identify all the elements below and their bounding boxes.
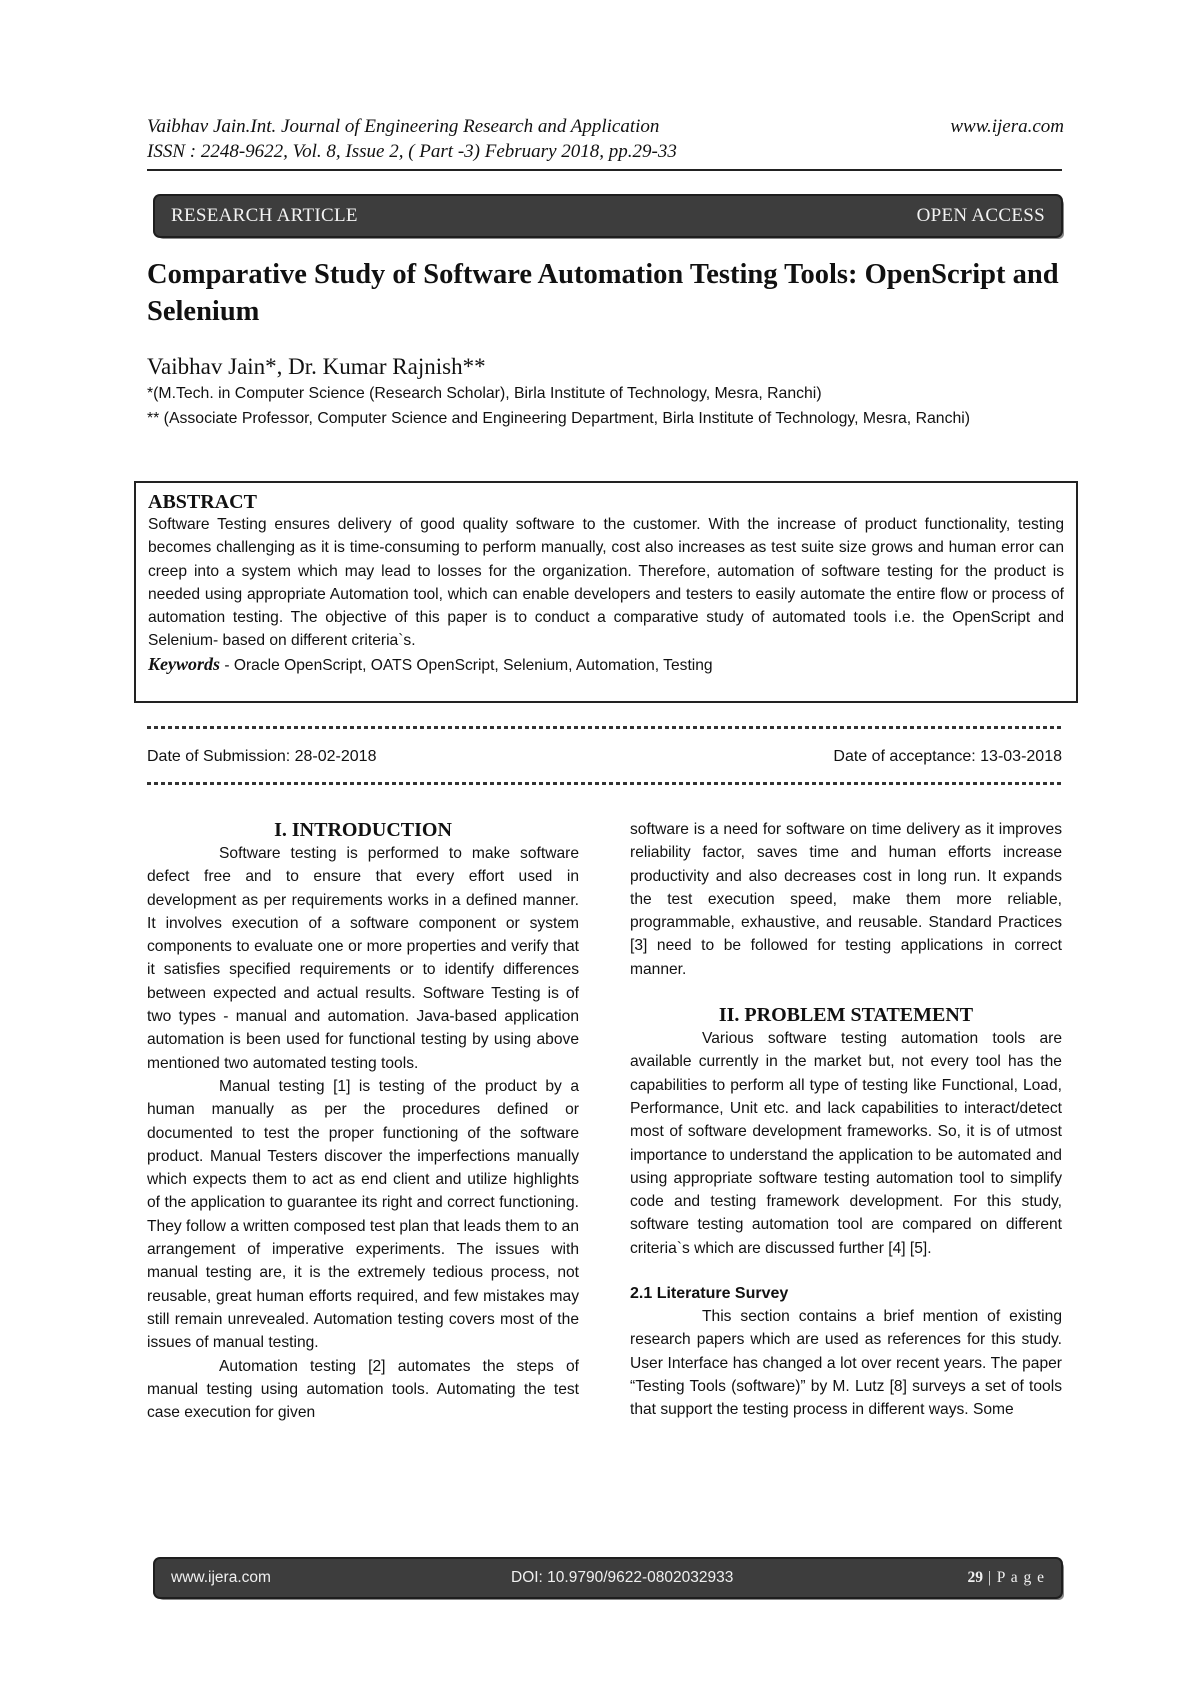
acceptance-date: Date of acceptance: 13-03-2018 (833, 748, 1062, 765)
journal-website-link[interactable]: www.ijera.com (950, 116, 1064, 137)
section-heading-problem-statement: II. PROBLEM STATEMENT (718, 1004, 974, 1027)
article-type-label: RESEARCH ARTICLE (171, 205, 358, 226)
submission-date: Date of Submission: 28-02-2018 (147, 748, 377, 765)
open-access-label: OPEN ACCESS (916, 205, 1045, 226)
article-type-banner (155, 196, 1061, 236)
left-column (147, 818, 579, 1424)
author-list: Vaibhav Jain*, Dr. Kumar Rajnish** (147, 354, 486, 379)
page-indicator (967, 1569, 1045, 1587)
dates-row (147, 748, 1062, 766)
journal-name: Vaibhav Jain.Int. Journal of Engineering Research and Application (147, 116, 660, 137)
page-label: | P a g e (982, 1569, 1045, 1586)
affiliation-2: ** (Associate Professor, Computer Science and Engineering Department, Birla Institute of Technology, Mesra, Ranchi) (147, 410, 971, 427)
abstract-heading: ABSTRACT (148, 491, 257, 513)
literature-paragraph: This section contains a brief mention of existing research papers which are used as references for this study. User Interface has changed a lot over recent years. The paper “Testing Tools (software)” by M. Lutz [8] surveys a set of tools that support the testing process in different ways. Some (630, 1308, 1062, 1419)
intro-paragraph-continued: software is a need for software on time delivery as it improves reliability factor, saves time and human efforts increase productivity and also decreases cost in long run. It expands the test execution speed, make them more reliable, programmable, exhaustive, and reusable. Standard Practices [3] need to be followed for testing applications in correct manner. (630, 821, 1062, 978)
paper-title: Comparative Study of Software Automation Testing Tools: OpenScript and Selenium (147, 259, 1059, 327)
footer-website-link[interactable]: www.ijera.com (171, 1569, 271, 1586)
right-column (630, 818, 1062, 1422)
page-footer (155, 1559, 1061, 1597)
intro-paragraph-1: Software testing is performed to make software defect free and to ensure that every effort used in development as per requirements works in a defined manner. It involves execution of a software component or system components to evaluate one or more properties and verify that it satisfies specified requirements or to identify differences between expected and actual results. Software Testing is of two types - manual and automation. Java-based application automation is been used for functional testing by using above mentioned two automated testing tools. (147, 845, 579, 1072)
affiliation-1: *(M.Tech. in Computer Science (Research Scholar), Birla Institute of Technology, Mesra, Ranchi) (147, 385, 822, 402)
dashed-divider-bottom (147, 782, 1062, 785)
keywords-list: - Oracle OpenScript, OATS OpenScript, Selenium, Automation, Testing (220, 656, 713, 674)
subsection-heading-literature-survey: 2.1 Literature Survey (630, 1285, 789, 1303)
problem-paragraph: Various software testing automation tools are available currently in the market but, not every tool has the capabilities to perform all type of testing like Functional, Load, Performance, Unit etc. and lack capabilities to interact/detect most of software development frameworks. So, it is of utmost importance to understand the application to be automated and using appropriate software testing automation tool to simplify code and testing framework development. For this study, software testing automation tool are compared on different criteria`s which are discussed further [4] [5]. (630, 1030, 1062, 1257)
running-header (147, 116, 1064, 138)
intro-paragraph-2: Manual testing [1] is testing of the product by a human manually as per the procedures defined or documented to test the proper functioning of the software product. Manual Testers discover the imperfections manually which expects them to act as end client and utilize highlights of the application to guarantee its right and correct functioning. They follow a written composed test plan that leads them to an arrangement of imperative experiments. The issues with manual testing are, it is the extremely tedious process, not reusable, great human efforts required, and few mistakes may still remain unrevealed. Automation testing covers most of the issues of manual testing. (147, 1077, 579, 1352)
footer-doi-link[interactable]: DOI: 10.9790/9622-0802032933 (511, 1569, 734, 1586)
section-heading-introduction: I. INTRODUCTION (274, 819, 452, 841)
intro-paragraph-3: Automation testing [2] automates the steps of manual testing using automation tools. Automating the test case execution for given (147, 1357, 579, 1422)
abstract-box (134, 481, 1078, 703)
page-number: 29 (967, 1569, 983, 1586)
issue-info: ISSN : 2248-9622, Vol. 8, Issue 2, ( Part -3) February 2018, pp.29-33 (147, 141, 677, 162)
keywords-label: Keywords (148, 653, 220, 674)
abstract-text: Software Testing ensures delivery of good quality software to the customer. With the increase of product functionality, testing becomes challenging as it is time-consuming to perform manually, cost also increases as test suite size grows and human error can creep into a system which may lead to losses for the organization. Therefore, automation of software testing for the product is needed using appropriate Automation tool, which can enable developers and testers to easily automate the entire flow or process of automation testing. The objective of this paper is to conduct a comparative study of automated tools i.e. the OpenScript and Selenium- based on different criteria`s. (148, 516, 1064, 650)
header-divider (147, 169, 1062, 171)
keywords-line (148, 653, 1064, 677)
dashed-divider-top (147, 726, 1062, 729)
